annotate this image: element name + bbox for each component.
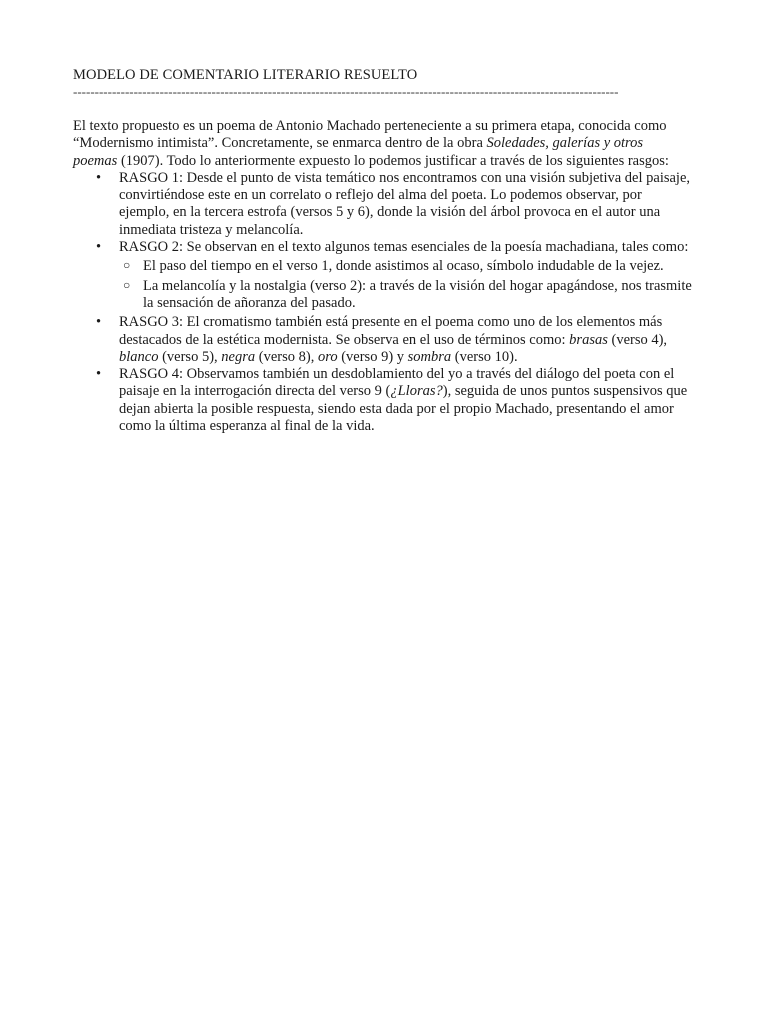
rasgo-3-text bbox=[119, 314, 667, 365]
document-title: MODELO DE COMENTARIO LITERARIO RESUELTO bbox=[73, 67, 418, 83]
rasgos-list bbox=[73, 170, 693, 435]
bullet-icon: • bbox=[96, 366, 102, 383]
rasgo-2-sublist bbox=[119, 258, 693, 312]
work-title: Soledades, galerías y otros poemas bbox=[73, 135, 644, 169]
sub-item-1 bbox=[119, 258, 693, 275]
term-brasas: brasas bbox=[569, 331, 608, 348]
rasgo-2-text: RASGO 2: Se observan en el texto algunos temas esenciales de la poesía machadiana, tales como: bbox=[119, 239, 689, 256]
intro-paragraph bbox=[73, 118, 693, 170]
rasgo-4-text bbox=[119, 366, 687, 434]
rasgo-2 bbox=[73, 239, 693, 312]
bullet-icon: • bbox=[96, 314, 102, 331]
text-run: (verso 8), bbox=[255, 348, 318, 365]
circle-bullet-icon: ○ bbox=[123, 277, 131, 292]
sub-item-1-text: El paso del tiempo en el verso 1, donde asistimos al ocaso, símbolo indudable de la vejez. bbox=[143, 258, 664, 275]
rasgo-1-text: RASGO 1: Desde el punto de vista temático nos encontramos con una visión subjetiva del paisaje, convirtiéndose este en un correlato o reflejo del alma del poeta. Lo podemos observar, por ejemplo, en la tercera estrofa (versos 5 y 6), donde la visión del árbol provoca en el autor una inmediata tristeza y melancolía. bbox=[119, 169, 691, 238]
intro-text-1: El texto propuesto es un poema de Antonio Machado perteneciente a su primera etapa, conocida como “Modernismo intimista”. Concretamente, se enmarca dentro de la obra bbox=[73, 118, 667, 152]
bullet-icon: • bbox=[96, 239, 102, 256]
term-lloras: ¿Lloras? bbox=[390, 383, 443, 400]
text-run: (verso 10). bbox=[451, 348, 518, 365]
text-run: RASGO 3: El cromatismo también está presente en el poema como uno de los elementos más destacados de la estética modernista. Se observa en el uso de términos como: bbox=[119, 314, 663, 348]
document-page bbox=[73, 66, 693, 435]
term-sombra: sombra bbox=[407, 348, 452, 365]
text-run: ), seguida de unos puntos suspensivos que dejan abierta la posible respuesta, siendo esta dada por el propio Machado, presentando el amor como la última esperanza al final de la vida. bbox=[119, 383, 688, 435]
text-run: (verso 4), bbox=[607, 331, 668, 348]
sub-item-2 bbox=[119, 278, 693, 313]
rasgo-4 bbox=[73, 366, 693, 435]
term-blanco: blanco bbox=[119, 348, 159, 365]
rasgo-3 bbox=[73, 314, 693, 366]
text-run: RASGO 4: Observamos también un desdoblamiento del yo a través del diálogo del poeta con el paisaje en la interrogación directa del verso 9 ( bbox=[119, 366, 675, 400]
text-run: (verso 9) y bbox=[337, 348, 408, 365]
term-oro: oro bbox=[317, 348, 338, 365]
intro-text-2: (1907). Todo lo anteriormente expuesto lo podemos justificar a través de los siguientes rasgos: bbox=[117, 152, 669, 169]
sub-item-2-text: La melancolía y la nostalgia (verso 2): a través de la visión del hogar apagándose, nos trasmite la sensación de añoranza del pasado. bbox=[143, 277, 692, 311]
bullet-icon: • bbox=[96, 169, 102, 186]
dashed-divider: ------------------------------------------------------------------------------------------------------------------------------ bbox=[73, 85, 619, 99]
text-run: (verso 5), bbox=[158, 348, 222, 365]
circle-bullet-icon: ○ bbox=[123, 258, 131, 273]
term-negra: negra bbox=[221, 348, 256, 365]
rasgo-1 bbox=[73, 170, 693, 239]
